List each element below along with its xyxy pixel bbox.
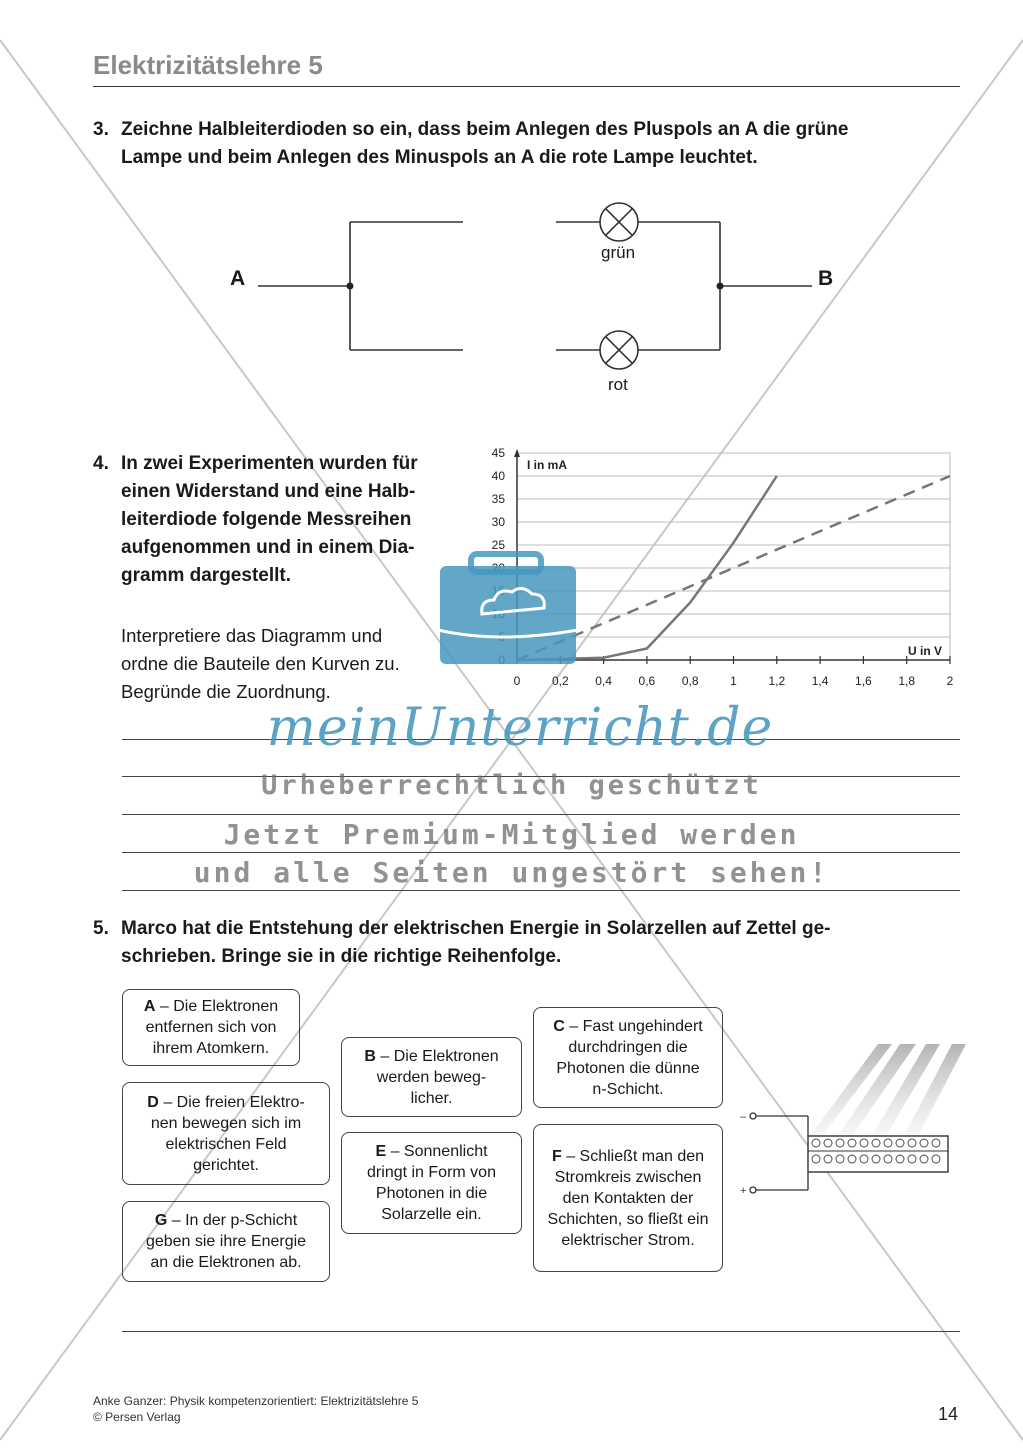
card-letter: C xyxy=(553,1017,565,1035)
card-text: – Sonnenlicht dringt in Form von Photonen in die Solarzelle ein. xyxy=(367,1143,496,1223)
watermark-line-1: Urheberrechtlich geschützt xyxy=(261,770,762,801)
chart-x-tick-label: 0,4 xyxy=(595,674,612,688)
chart-x-tick-label: 0,8 xyxy=(681,674,699,688)
chart-y-axis-label: I in mA xyxy=(527,458,568,472)
card-text: – Die Elektronen entfernen sich von ihrem Atomkern. xyxy=(145,998,279,1057)
lamp-red-label: rot xyxy=(608,375,628,394)
watermark-line-2: Jetzt Premium-Mitglied werden xyxy=(223,818,800,851)
card-a[interactable] xyxy=(122,989,300,1066)
watermark-line-3: und alle Seiten ungestört sehen! xyxy=(193,856,830,889)
page-title: Elektrizitätslehre 5 xyxy=(93,50,323,80)
card-letter: F xyxy=(551,1147,562,1165)
solar-cell-illustration xyxy=(740,1030,980,1210)
answer-line[interactable] xyxy=(122,890,960,891)
task-5-number: 5. xyxy=(93,918,109,939)
chart-x-tick-label: 1,6 xyxy=(855,674,872,688)
card-c[interactable] xyxy=(533,1007,723,1108)
task-5-prompt xyxy=(93,915,973,975)
footer-publisher: © Persen Verlag xyxy=(93,1410,181,1424)
card-text: – Die freien Elektro- nen bewegen sich im elektrischen Feld gerichtet. xyxy=(150,1093,305,1174)
instruction-line: ordne die Bauteile den Kurven zu. xyxy=(121,653,400,674)
instruction-line: Begründe die Zuordnung. xyxy=(121,681,331,702)
chart-y-tick-label: 35 xyxy=(491,492,505,506)
briefcase-cloud-logo xyxy=(438,552,578,667)
chart-grid xyxy=(514,449,950,660)
card-text: – Schließt man den Stromkreis zwischen den Kontakten der Schichten, so fließt ein elektrischer Strom. xyxy=(547,1147,709,1249)
task-4-line: aufgenommen und in einem Dia- xyxy=(121,537,415,558)
chart-x-tick-label: 1,2 xyxy=(768,674,786,688)
chart-y-tick-label: 40 xyxy=(491,469,505,483)
footer-source: Anke Ganzer: Physik kompetenzorientiert: Elektrizitätslehre 5 xyxy=(93,1394,419,1408)
task-4-number: 4. xyxy=(93,453,109,474)
card-e[interactable] xyxy=(341,1132,522,1234)
chart-x-tick-label: 1 xyxy=(730,674,737,688)
card-letter: A xyxy=(143,998,156,1015)
card-letter: D xyxy=(147,1093,159,1111)
task-4-line: einen Widerstand und eine Halb- xyxy=(121,481,416,502)
chart-x-tick-label: 0 xyxy=(513,674,521,688)
task-4-line: gramm dargestellt. xyxy=(121,565,291,586)
answer-line[interactable] xyxy=(122,852,960,853)
task-5-line-2: schrieben. Bringe sie in die richtige Reihenfolge. xyxy=(121,946,562,967)
card-d[interactable] xyxy=(122,1082,330,1185)
answer-line[interactable] xyxy=(122,1331,960,1332)
task-3-line-1: Zeichne Halbleiterdioden so ein, dass beim Anlegen des Pluspols an A die grüne xyxy=(121,119,849,140)
answer-line[interactable] xyxy=(122,814,960,815)
chart-x-tick-label: 2 xyxy=(946,674,954,688)
sunlight-beams-icon xyxy=(810,1044,966,1136)
card-f[interactable] xyxy=(533,1124,723,1272)
chart-y-tick-label: 25 xyxy=(491,538,505,552)
chart-y-tick-label: 30 xyxy=(491,515,505,529)
task-5-line-1: Marco hat die Entstehung der elektrischen Energie in Solarzellen auf Zettel ge- xyxy=(121,918,831,939)
card-text: – Die Elektronen werden beweg- licher. xyxy=(376,1047,499,1107)
instruction-line: Interpretiere das Diagramm und xyxy=(121,625,383,646)
page-number: 14 xyxy=(938,1404,959,1424)
task-3-line-2: Lampe und beim Anlegen des Minuspols an A die rote Lampe leuchtet. xyxy=(121,147,758,168)
chart-plot-border xyxy=(517,453,950,660)
chart-y-tick-label: 45 xyxy=(491,446,505,460)
task-4-line: leiterdiode folgende Messreihen xyxy=(121,509,412,530)
card-letter: B xyxy=(364,1047,376,1065)
card-g[interactable] xyxy=(122,1201,330,1282)
card-text: – In der p-Schicht geben sie ihre Energie an die Elektronen ab. xyxy=(145,1212,307,1271)
chart-x-tick-label: 1,4 xyxy=(811,674,829,688)
task-4-line: In zwei Experimenten wurden für xyxy=(121,453,418,474)
lamp-green-label: grün xyxy=(601,243,636,262)
card-b[interactable] xyxy=(341,1037,522,1117)
card-letter: E xyxy=(375,1143,387,1160)
minus-terminal-label: – xyxy=(740,1111,747,1123)
terminal-a-label: A xyxy=(230,267,246,290)
task-3-number: 3. xyxy=(93,119,109,140)
footer-credits xyxy=(93,1393,418,1425)
chart-x-tick-label: 1,8 xyxy=(898,674,916,688)
chart-x-tick-label: 0,6 xyxy=(638,674,656,688)
terminal-b-label: B xyxy=(818,267,834,290)
chart-x-tick-label: 0,2 xyxy=(551,674,569,688)
chart-x-ticks xyxy=(514,656,954,688)
card-text: – Fast ungehindert durchdringen die Photonen die dünne n-Schicht. xyxy=(556,1017,703,1098)
plus-terminal-label: + xyxy=(740,1185,747,1197)
solar-cell-panel-icon xyxy=(808,1136,948,1172)
chart-x-axis-label: U in V xyxy=(908,644,943,658)
card-letter: G xyxy=(154,1212,168,1229)
watermark-brand: meinUnterricht.de xyxy=(266,698,774,758)
